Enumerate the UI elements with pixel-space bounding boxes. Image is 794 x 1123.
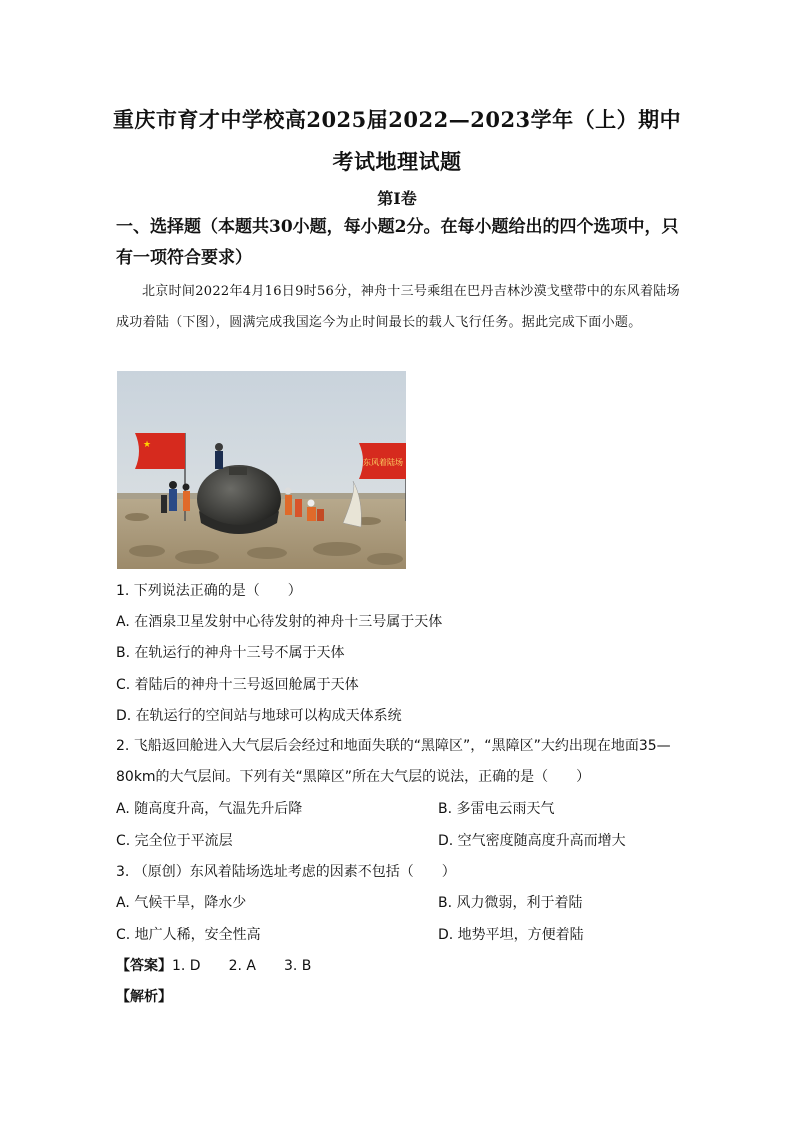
- q3-stem: 3. （原创）东风着陆场选址考虑的因素不包括（ ）: [116, 864, 456, 880]
- q1-option-d: D. 在轨运行的空间站与地球可以构成天体系统: [116, 708, 402, 724]
- svg-text:★: ★: [143, 440, 152, 450]
- answer-line: [116, 956, 311, 976]
- document-title-line2: 考试地理试题: [332, 149, 462, 174]
- q2-option-a: A. 随高度升高，气温先升后降: [116, 801, 303, 817]
- document-title-line1: 重庆市育才中学校高2025届2022—2023学年（上）期中: [112, 107, 682, 132]
- q3-option-d: D. 地势平坦，方便着陆: [438, 927, 584, 943]
- answer-text: 1. D 2. A 3. B: [172, 958, 312, 974]
- q1-option-b: B. 在轨运行的神舟十三号不属于天体: [116, 645, 345, 661]
- q3-option-b: B. 风力微弱，利于着陆: [438, 895, 583, 911]
- section-heading: 一、选择题（本题共30小题，每小题2分。在每小题给出的四个选项中，只有一项符合要求）: [116, 217, 679, 268]
- answer-label: 【答案】: [116, 958, 172, 974]
- q1-option-a: A. 在酒泉卫星发射中心待发射的神舟十三号属于天体: [116, 614, 443, 630]
- q3-option-c: C. 地广人稀，安全性高: [116, 927, 261, 943]
- landing-photo-illustration: [117, 371, 406, 569]
- intro-paragraph: 北京时间2022年4月16日9时56分，神舟十三号乘组在巴丹吉林沙漠戈壁带中的东风着陆场成功着陆（下图），圆满完成我国迄今为止时间最长的载人飞行任务。据此完成下面小题。: [116, 284, 680, 330]
- q2-option-c: C. 完全位于平流层: [116, 833, 233, 849]
- q1-option-c: C. 着陆后的神舟十三号返回舱属于天体: [116, 677, 359, 693]
- q2-stem: 2. 飞船返回舱进入大气层后会经过和地面失联的“黑障区”，“黑障区”大约出现在地面35—80km的大气层间。下列有关“黑障区”所在大气层的说法，正确的是（ ）: [116, 738, 671, 785]
- volume-heading: 第Ⅰ卷: [377, 189, 417, 208]
- q2-option-d: D. 空气密度随高度升高而增大: [438, 833, 626, 849]
- flag-right-text: 东风着陆场: [363, 458, 403, 467]
- analysis-label: 【解析】: [116, 989, 172, 1005]
- q3-option-a: A. 气候干旱，降水少: [116, 895, 247, 911]
- q1-stem: 1. 下列说法正确的是（ ）: [116, 583, 302, 599]
- q2-option-b: B. 多雷电云雨天气: [438, 801, 555, 817]
- landing-photo: [117, 371, 406, 569]
